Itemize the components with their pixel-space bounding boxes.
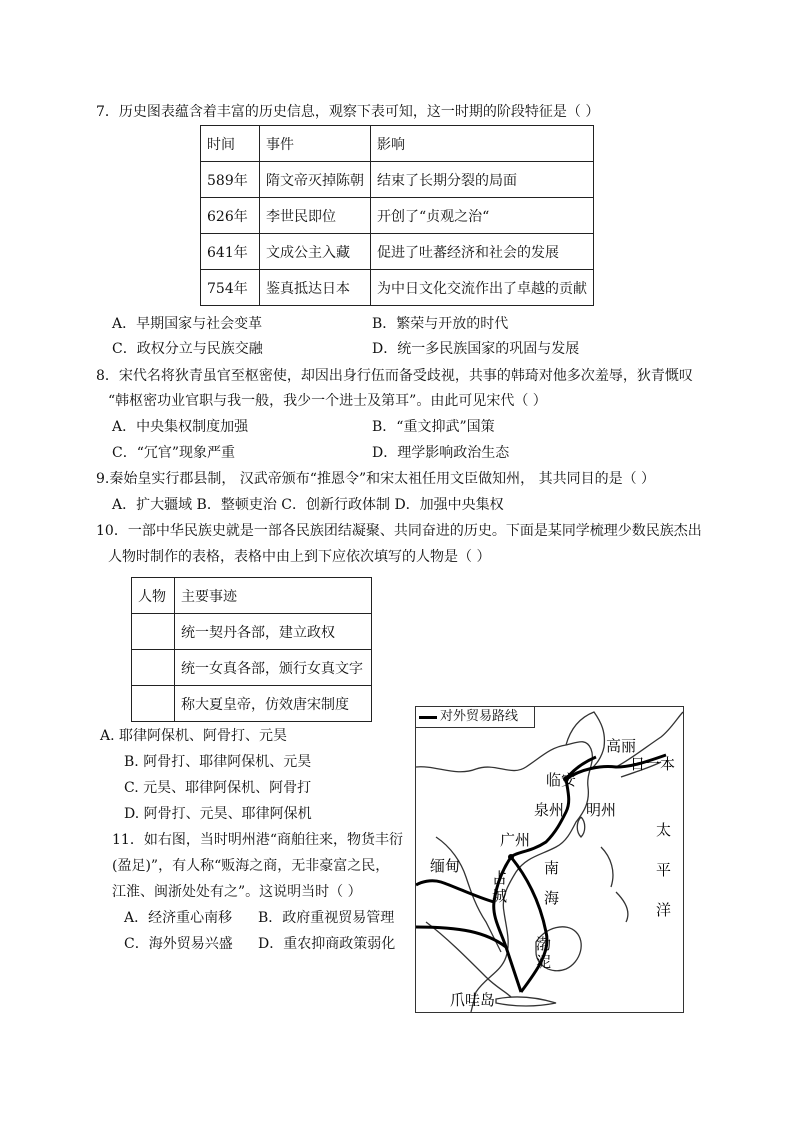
map-legend <box>416 707 535 728</box>
table-cell <box>132 614 175 650</box>
q11-stem: 11．如右图，当时明州港“商舶往来，物货丰衍 <box>112 832 403 848</box>
table-cell: 文成公主入藏 <box>260 234 371 270</box>
table-cell: 称大夏皇帝，仿效唐宋制度 <box>175 686 372 722</box>
label-zhuawa: 爪哇岛 <box>450 991 496 1009</box>
q10-option-d[interactable]: D. 阿骨打、元昊、耶律阿保机 <box>124 806 312 822</box>
q9-options[interactable]: A．扩大疆域 B．整顿吏治 C．创新行政体制 D．加强中央集权 <box>112 497 504 513</box>
table-row <box>201 198 594 234</box>
table-cell: 754年 <box>201 270 260 306</box>
label-linan: 临安 <box>546 771 577 789</box>
table-header: 时间 <box>201 126 260 162</box>
q11-stem-line3: 江淮、闽浙处处有之”。这说明当时（ ） <box>112 884 362 900</box>
java-coast <box>496 997 556 1006</box>
table-cell <box>132 650 175 686</box>
q10-stem: 10．一部中华民族史就是一部各民族团结凝聚、共同奋进的历史。下面是某同学梳理少数民族杰出 <box>96 523 702 539</box>
q7-table <box>200 125 594 306</box>
korea-coast <box>566 712 604 769</box>
trade-route-sumatra <box>416 927 506 947</box>
label-yang: 洋 <box>656 901 672 919</box>
table-row <box>201 270 594 306</box>
table-row <box>201 126 594 162</box>
label-nan: 南 <box>544 859 560 877</box>
table-cell: 促进了吐蕃经济和社会的发展 <box>371 234 594 270</box>
q8-option-d[interactable]: D．理学影响政治生态 <box>372 445 510 461</box>
q10-stem-continued: 人物时制作的表格，表格中由上到下应依次填写的人物是（ ） <box>108 549 491 565</box>
label-tai: 太 <box>656 821 672 839</box>
table-cell <box>132 686 175 722</box>
table-cell: 结束了长期分裂的局面 <box>371 162 594 198</box>
table-cell: 鉴真抵达日本 <box>260 270 371 306</box>
q11-option-d[interactable]: D．重农抑商政策弱化 <box>258 936 396 952</box>
table-cell: 统一契丹各部，建立政权 <box>175 614 372 650</box>
table-cell: 626年 <box>201 198 260 234</box>
q10-option-a[interactable]: A. 耶律阿保机、阿骨打、元昊 <box>100 728 288 744</box>
q11-option-a[interactable]: A．经济重心南移 <box>124 910 233 926</box>
label-riben: 日一本 <box>630 755 676 773</box>
table-header: 事件 <box>260 126 371 162</box>
q8-stem: 8．宋代名将狄青虽官至枢密使，却因出身行伍而备受歧视，共事的韩琦对他多次羞辱，狄青慨叹 <box>96 368 693 384</box>
table-row <box>132 578 372 614</box>
route-line-icon <box>419 716 437 719</box>
q8-option-c[interactable]: C．“冗官”现象严重 <box>112 445 236 461</box>
trade-route-west <box>416 881 494 902</box>
q8-option-b[interactable]: B．“重文抑武”国策 <box>372 419 495 435</box>
table-row <box>132 614 372 650</box>
table-cell: 李世民即位 <box>260 198 371 234</box>
q7-stem: 7．历史图表蕴含着丰富的历史信息，观察下表可知，这一时期的阶段特征是（ ） <box>96 104 600 120</box>
q11-option-b[interactable]: B．政府重视贸易管理 <box>258 910 395 926</box>
q11-option-c[interactable]: C．海外贸易兴盛 <box>124 936 233 952</box>
q7-option-d[interactable]: D．统一多民族国家的巩固与发展 <box>372 341 580 357</box>
table-header: 主要事迹 <box>175 578 372 614</box>
q7-option-c[interactable]: C．政权分立与民族交融 <box>112 341 263 357</box>
trade-route-map <box>415 706 684 1013</box>
table-cell: 隋文帝灭掉陈朝 <box>260 162 371 198</box>
label-zhancheng: 占城 <box>492 869 508 905</box>
trade-route-sea <box>511 857 547 992</box>
q10-option-b[interactable]: B. 阿骨打、耶律阿保机、元昊 <box>124 754 312 770</box>
philippines-coast <box>601 847 628 922</box>
label-miandian: 缅甸 <box>430 857 461 875</box>
q10-option-c[interactable]: C. 元昊、耶律阿保机、阿骨打 <box>124 780 312 796</box>
table-row <box>132 650 372 686</box>
q9-stem: 9.秦始皇实行郡县制， 汉武帝颁布“推恩令”和宋太祖任用文臣做知州， 其共同目的是（ ） <box>96 471 656 487</box>
legend-label: 对外贸易路线 <box>440 709 519 724</box>
label-ping: 平 <box>656 861 672 879</box>
q7-option-b[interactable]: B．繁荣与开放的时代 <box>372 316 509 332</box>
label-quanzhou: 泉州 <box>534 801 565 819</box>
table-row <box>201 234 594 270</box>
q8-stem-continued: “韩枢密功业官职与我一般，我少一个进士及第耳”。由此可见宋代（ ） <box>108 393 547 409</box>
table-row <box>132 686 372 722</box>
table-cell: 589年 <box>201 162 260 198</box>
sumatra-coast <box>426 922 511 997</box>
table-row <box>201 162 594 198</box>
q8-option-a[interactable]: A．中央集权制度加强 <box>112 419 249 435</box>
port-marker <box>508 854 514 860</box>
table-header: 人物 <box>132 578 175 614</box>
label-gaoli: 高丽 <box>606 737 637 755</box>
q7-option-a[interactable]: A．早期国家与社会变革 <box>112 316 263 332</box>
label-mingzhou: 明州 <box>586 801 617 819</box>
q11-stem-line2: (盈足)”，有人称“贩海之商，无非豪富之民， <box>112 858 390 874</box>
label-guangzhou: 广州 <box>500 831 531 849</box>
taiwan-coast <box>577 817 585 837</box>
q10-table <box>131 577 372 722</box>
label-boni: 渤泥 <box>536 935 552 971</box>
table-header: 影响 <box>371 126 594 162</box>
table-cell: 开创了“贞观之治“ <box>371 198 594 234</box>
table-cell: 641年 <box>201 234 260 270</box>
label-hai: 海 <box>544 889 560 907</box>
table-cell: 统一女真各部，颁行女真文字 <box>175 650 372 686</box>
table-cell: 为中日文化交流作出了卓越的贡献 <box>371 270 594 306</box>
